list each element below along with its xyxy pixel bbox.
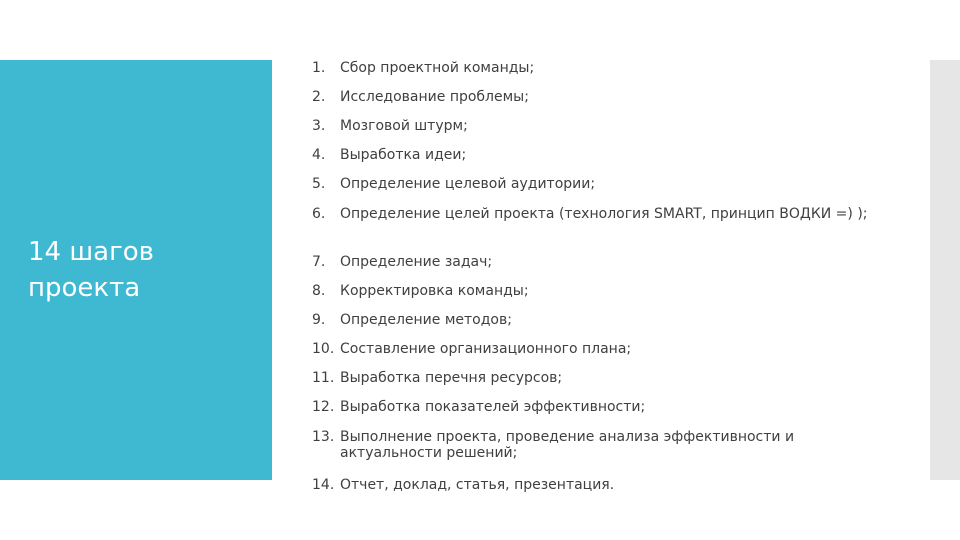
list-item [312, 254, 872, 270]
list-item [312, 89, 872, 105]
step-text: Выработка перечня ресурсов; [340, 370, 563, 386]
step-text: Определение методов; [340, 312, 512, 328]
step-number: 5. [312, 176, 326, 192]
slide-title: 14 шагов проекта [28, 237, 154, 303]
step-text: Отчет, доклад, статья, презентация. [340, 477, 615, 493]
step-number: 12. [312, 399, 335, 415]
list-item [312, 477, 872, 493]
list-item [312, 341, 872, 357]
side-accent-bar [930, 60, 960, 480]
step-number: 2. [312, 89, 326, 105]
step-number: 8. [312, 283, 326, 299]
list-item [312, 312, 872, 328]
list-item [312, 399, 872, 415]
step-number: 1. [312, 60, 326, 76]
step-text: Сбор проектной команды; [340, 60, 535, 76]
list-item [312, 147, 872, 163]
step-text: Определение целевой аудитории; [340, 176, 596, 192]
list-item [312, 118, 872, 134]
step-text: Исследование проблемы; [340, 89, 529, 105]
list-item [312, 370, 872, 386]
step-text: Выработка идеи; [340, 147, 467, 163]
list-item [312, 283, 872, 299]
list-item [312, 60, 872, 76]
step-text: Выполнение проекта, проведение анализа эффективности и актуальности решений; [340, 429, 795, 461]
step-text: Корректировка команды; [340, 283, 529, 299]
step-number: 11. [312, 370, 335, 386]
step-text: Определение задач; [340, 254, 493, 270]
list-item [312, 429, 872, 461]
step-number: 4. [312, 147, 326, 163]
step-text: Составление организационного плана; [340, 341, 632, 357]
step-number: 6. [312, 206, 326, 222]
list-item [312, 176, 872, 192]
step-number: 10. [312, 341, 335, 357]
step-text: Выработка показателей эффективности; [340, 399, 646, 415]
step-text: Мозговой штурм; [340, 118, 468, 134]
step-number: 13. [312, 429, 335, 445]
step-text: Определение целей проекта (технология SMART, принцип ВОДКИ =) ); [340, 206, 868, 222]
list-item [312, 206, 872, 222]
step-number: 14. [312, 477, 335, 493]
step-number: 7. [312, 254, 326, 270]
step-number: 3. [312, 118, 326, 134]
step-number: 9. [312, 312, 326, 328]
